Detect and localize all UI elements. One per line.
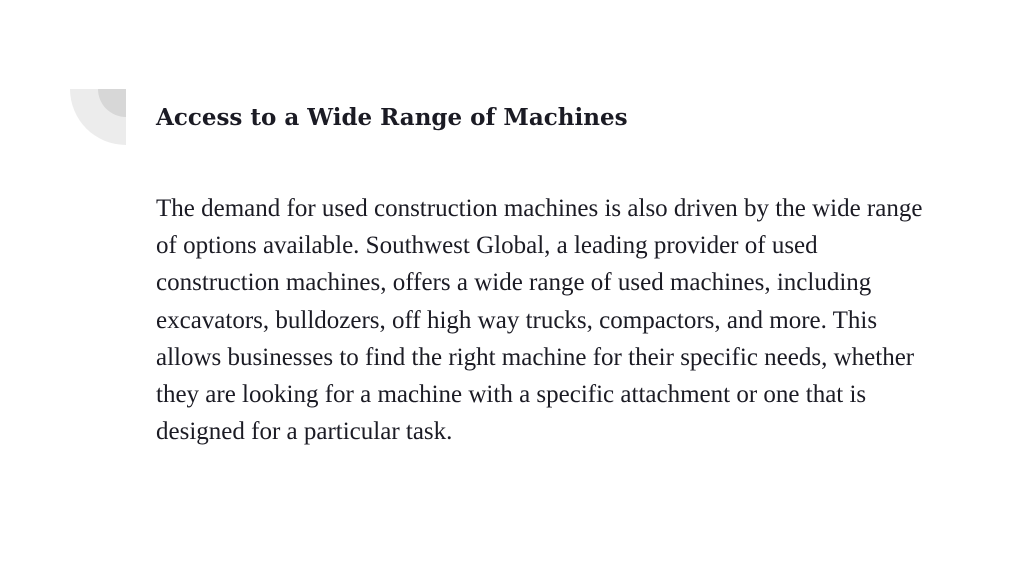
body-paragraph: The demand for used construction machines is also driven by the wide range of options available. Southwest Global, a leading provider of used construction machines, offers a wide range of used machines, including excavators, bulldozers, off high way trucks, compactors, and more. This allows businesses to find the right machine for their specific needs, whether they are looking for a machine with a specific attachment or one that is designed for a particular task. [156,195,923,446]
slide-title: Access to a Wide Range of Machines [156,104,628,131]
quarter-circle-decoration-icon [70,89,126,145]
